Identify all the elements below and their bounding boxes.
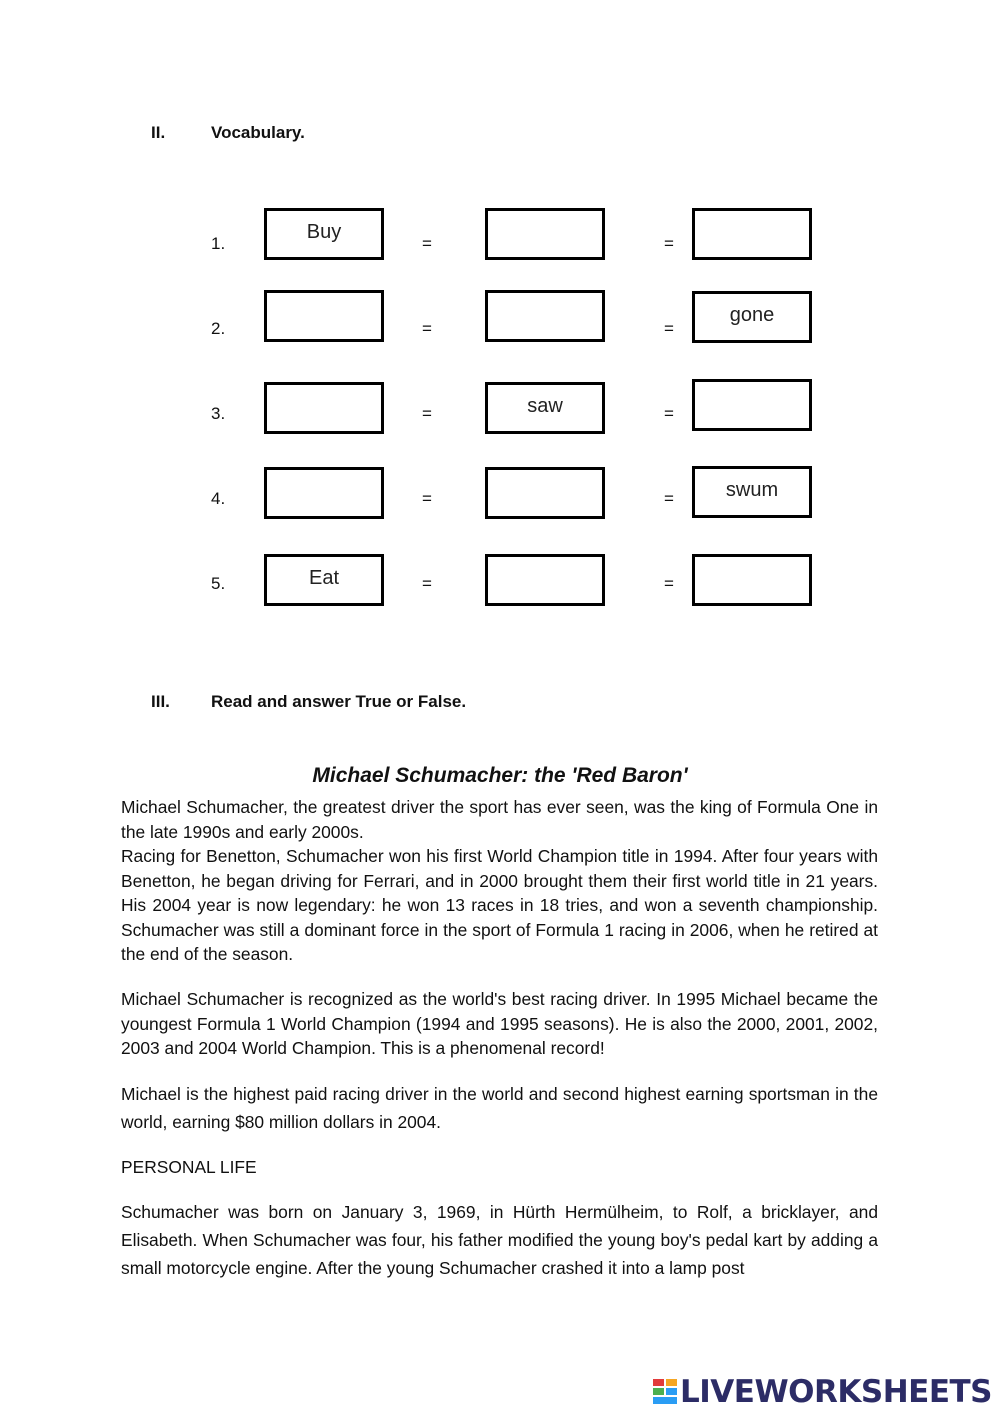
article-paragraph: Michael Schumacher is recognized as the world's best racing driver. In 1995 Michael became the youngest Formula 1 World Champion (1994 and 1995 seasons). He is also the 2000, 2001, 2002, 2003 and 2004 World Champion. This is a phenomenal record! bbox=[121, 989, 878, 1058]
article-paragraph: Michael is the highest paid racing driver in the world and second highest earning sportsman in the world, earning $80 million dollars in 2004. bbox=[121, 1084, 878, 1132]
section-number: III. bbox=[151, 692, 170, 711]
article-paragraph: Michael Schumacher, the greatest driver the sport has ever seen, was the king of Formula One in the late 1990s and early 2000s. bbox=[121, 797, 878, 842]
answer-box[interactable]: Buy bbox=[264, 208, 384, 260]
answer-box[interactable] bbox=[692, 208, 812, 260]
answer-box[interactable] bbox=[485, 554, 605, 606]
answer-box[interactable] bbox=[485, 467, 605, 519]
answer-box[interactable] bbox=[692, 554, 812, 606]
answer-box[interactable]: swum bbox=[692, 466, 812, 518]
section-title: Vocabulary. bbox=[211, 123, 305, 142]
answer-box[interactable] bbox=[264, 467, 384, 519]
equals-sign: = bbox=[664, 319, 674, 338]
equals-sign: = bbox=[422, 319, 432, 338]
row-number: 3. bbox=[211, 404, 226, 423]
row-number: 1. bbox=[211, 234, 226, 253]
equals-sign: = bbox=[664, 404, 674, 423]
equals-sign: = bbox=[422, 574, 432, 593]
row-number: 5. bbox=[211, 574, 226, 593]
section-title: Read and answer True or False. bbox=[211, 692, 467, 711]
row-number: 4. bbox=[211, 489, 226, 508]
answer-box[interactable]: saw bbox=[485, 382, 605, 434]
equals-sign: = bbox=[422, 489, 432, 508]
article-paragraph: Schumacher was born on January 3, 1969, in Hürth Hermülheim, to Rolf, a bricklayer, and Elisabeth. When Schumacher was four, his father modified the young boy's pedal kart by adding a small motorcycle engine. After the young Schumacher crashed it into a lamp post bbox=[121, 1202, 878, 1278]
section-heading: PERSONAL LIFE bbox=[121, 1157, 257, 1177]
equals-sign: = bbox=[664, 234, 674, 253]
liveworksheets-logo-icon bbox=[652, 1378, 678, 1406]
equals-sign: = bbox=[422, 234, 432, 253]
equals-sign: = bbox=[422, 404, 432, 423]
equals-sign: = bbox=[664, 574, 674, 593]
section-number: II. bbox=[151, 123, 166, 142]
liveworksheets-logo bbox=[652, 1376, 992, 1408]
equals-sign: = bbox=[664, 489, 674, 508]
logo-text: LIVEWORKSHEETS bbox=[680, 1374, 992, 1410]
article-title: Michael Schumacher: the 'Red Baron' bbox=[312, 764, 688, 787]
answer-box[interactable] bbox=[264, 290, 384, 342]
answer-box[interactable] bbox=[485, 290, 605, 342]
answer-box[interactable]: Eat bbox=[264, 554, 384, 606]
answer-box[interactable]: gone bbox=[692, 291, 812, 343]
answer-box[interactable] bbox=[692, 379, 812, 431]
answer-box[interactable] bbox=[264, 382, 384, 434]
article-paragraph: Racing for Benetton, Schumacher won his first World Champion title in 1994. After four years with Benetton, he began driving for Ferrari, and in 2000 brought them their first world title in 21 years. His 2004 year is now legendary: he won 13 races in 18 tries, and won a seventh championship. Schumacher was still a dominant force in the sport of Formula 1 racing in 2006, when he retired at the end of the season. bbox=[121, 846, 878, 964]
row-number: 2. bbox=[211, 319, 226, 338]
answer-box[interactable] bbox=[485, 208, 605, 260]
